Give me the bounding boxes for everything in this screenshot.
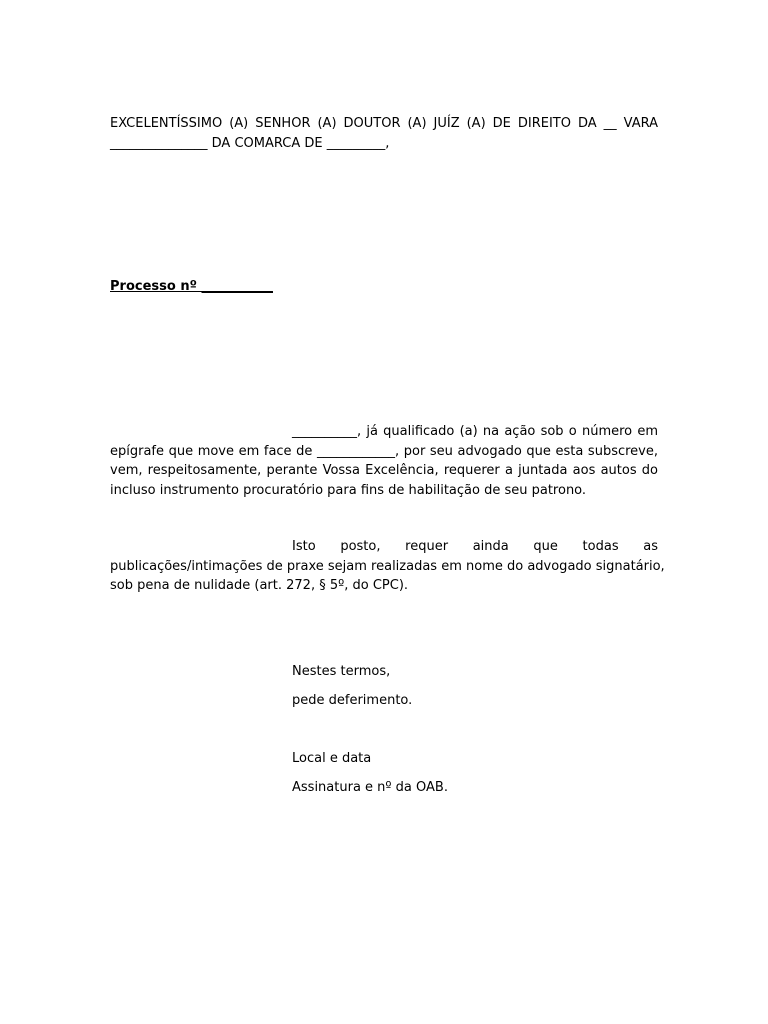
- place-and-date: Local e data: [292, 751, 372, 766]
- closing-request: pede deferimento.: [292, 693, 413, 708]
- notification-line-1: Isto posto, requer ainda que todas as: [292, 539, 658, 554]
- notification-line-3: sob pena de nulidade (art. 272, § 5º, do CPC).: [110, 578, 409, 593]
- addressee-line-2: _______________ DA COMARCA DE _________,: [110, 135, 390, 151]
- case-number: Processo nº ___________: [110, 279, 273, 294]
- closing-terms: Nestes termos,: [292, 664, 391, 679]
- notification-line-2: publicações/intimações de praxe sejam realizadas em nome do advogado signatário,: [110, 558, 665, 574]
- request-line-3: vem, respeitosamente, perante Vossa Excelência, requerer a juntada aos autos do: [110, 463, 658, 478]
- addressee-line-1: EXCELENTÍSSIMO (A) SENHOR (A) DOUTOR (A) JUÍZ (A) DE DIREITO DA __ VARA: [110, 116, 658, 131]
- notification-paragraph: [110, 537, 665, 596]
- request-line-2: epígrafe que move em face de ____________, por seu advogado que esta subscreve,: [110, 443, 658, 459]
- addressee-header: [110, 114, 658, 153]
- request-line-4: incluso instrumento procuratório para fins de habilitação de seu patrono.: [110, 482, 587, 498]
- request-paragraph: [110, 422, 658, 500]
- request-line-1: __________, já qualificado (a) na ação sob o número em: [292, 424, 658, 439]
- signature-line: Assinatura e nº da OAB.: [292, 780, 448, 795]
